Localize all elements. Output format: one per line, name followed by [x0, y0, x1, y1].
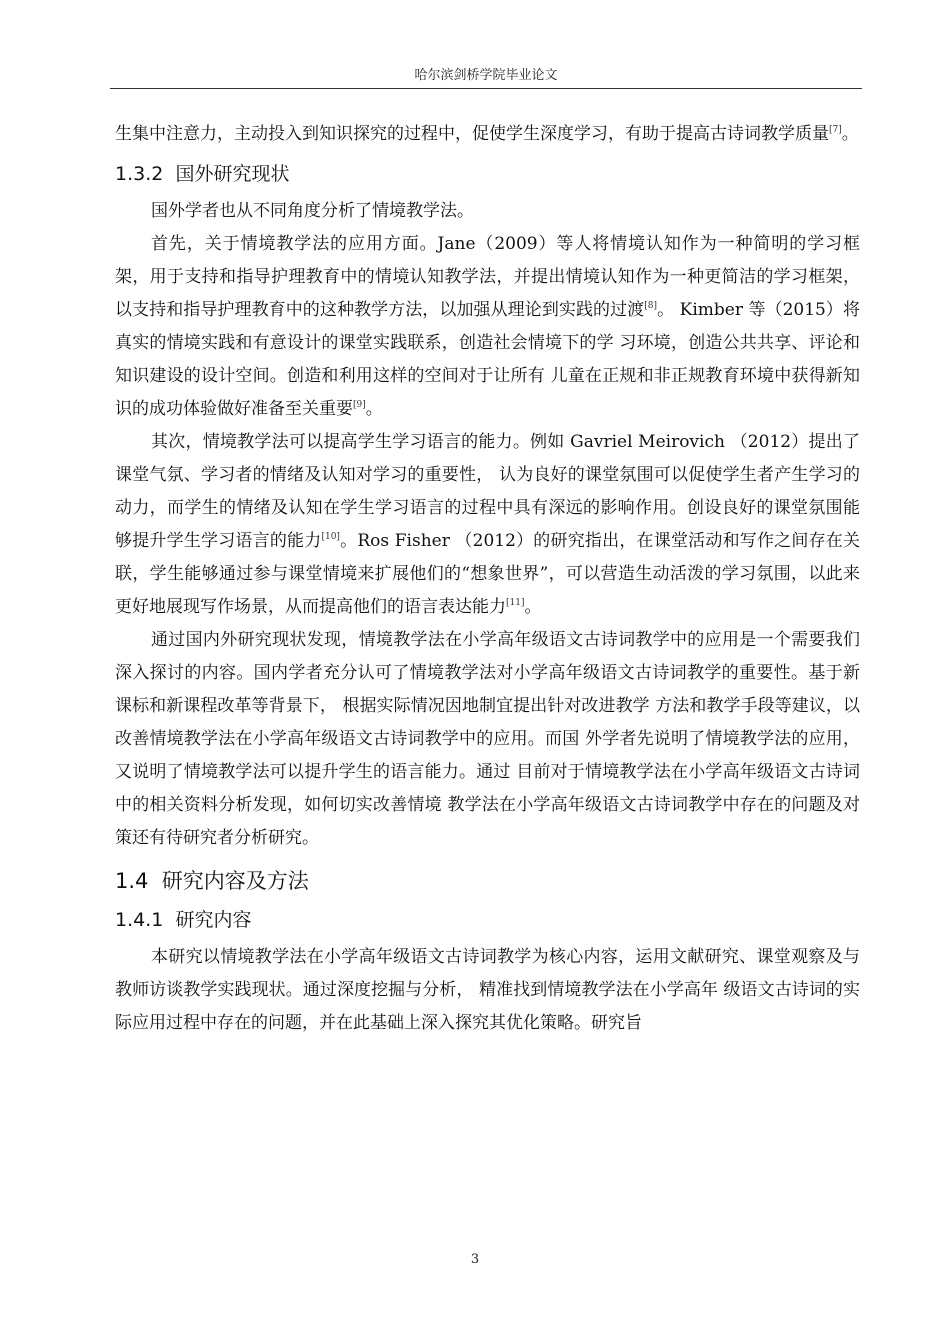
paragraph-text: 。 [365, 399, 383, 419]
paragraph-text: 。 [524, 597, 542, 617]
paragraph-language-ability [115, 426, 860, 624]
paragraph-text: 其次，情境教学法可以提高学生学习语言的能力。例如 Gavriel Meirovich （2012）提出了课堂气氛、学习者的情绪及认知对学习的重要性， 认为良好的课堂氛围可以促使学生者产生学习的动力，而学生的情绪及认知在学生学习语言的过程中具有深远的影响作用。创设良好的课堂氛围能够提升学生学习语言的能力 [115, 432, 860, 551]
section-title: 国外研究现状 [175, 163, 290, 185]
paragraph-application [115, 228, 860, 426]
citation: [9] [353, 400, 366, 410]
citation: [8] [644, 301, 658, 311]
section-number: 1.4 [115, 869, 149, 893]
paragraph-text: 。 Kimber 等（2015）将真实的情境实践和有意设计的课堂实践联系，创造社会情境下的学 习环境，创造公共共享、评论和知识建设的设计空间。创造和利用这样的空间对于让所有 儿童在正规和非正规教育环境中获得新知识的成功体验做好准备至关重要 [115, 300, 860, 419]
paragraph-text: 。Ros Fisher （2012）的研究指出，在课堂活动和写作之间存在关联，学生能够通过参与课堂情境来扩展他们的“想象世界”，可以营造生动活泼的学习氛围，以此来更好地展现写作场景，从而提高他们的语言表达能力 [115, 531, 861, 617]
section-number: 1.4.1 [115, 909, 164, 931]
paragraph-text: 生集中注意力，主动投入到知识探究的过程中，促使学生深度学习，有助于提高古诗词教学质量 [115, 124, 829, 144]
section-title: 研究内容 [175, 909, 252, 931]
citation: [7] [829, 125, 842, 135]
section-title: 研究内容及方法 [161, 869, 309, 893]
paragraph-research-content: 本研究以情境教学法在小学高年级语文古诗词教学为核心内容，运用文献研究、课堂观察及与教师访谈教学实践现状。通过深度挖掘与分析， 精准找到情境教学法在小学高年 级语文古诗词的实际应用过程中存在的问题，并在此基础上深入探究其优化策略。研究旨 [115, 947, 860, 1033]
paragraph-summary: 通过国内外研究现状发现，情境教学法在小学高年级语文古诗词教学中的应用是一个需要我们深入探讨的内容。国内学者充分认可了情境教学法对小学高年级语文古诗词教学的重要性。基于新课标和新课程改革等背景下， 根据实际情况因地制宜提出针对改进教学 方法和教学手段等建议，以改善情境教学法在小学高年级语文古诗词教学中的应用。而国 外学者先说明了情境教学法的应用，又说明了情境教学法可以提升学生的语言能力。通过 目前对于情境教学法在小学高年级语文古诗词中的相关资料分析发现，如何切实改善情境 教学法在小学高年级语文古诗词教学中存在的问题及对策还有待研究者分析研究。 [115, 630, 860, 848]
page-body [115, 118, 860, 1040]
paragraph-text: 首先，关于情境教学法的应用方面。Jane（2009）等人将情境认知作为一种简明的学习框架，用于支持和指导护理教育中的情境认知教学法，并提出情境认知作为一种更简洁的学习框架，以支持和指导护理教育中的这种教学方法，以加强从理论到实践的过渡 [115, 234, 860, 320]
paragraph-text: 。 [841, 124, 859, 144]
header-rule [110, 88, 862, 89]
section-heading-1-4 [115, 865, 860, 897]
section-heading-1-3-2 [115, 159, 860, 189]
paragraph-continuation [115, 118, 860, 151]
paragraph-intro: 国外学者也从不同角度分析了情境教学法。 [151, 201, 474, 221]
citation: [11] [506, 598, 525, 608]
page-number: 3 [470, 1252, 480, 1267]
page-header: 哈尔滨剑桥学院毕业论文 [414, 68, 558, 83]
citation: [10] [321, 532, 340, 542]
section-number: 1.3.2 [115, 163, 164, 185]
section-heading-1-4-1 [115, 905, 860, 935]
